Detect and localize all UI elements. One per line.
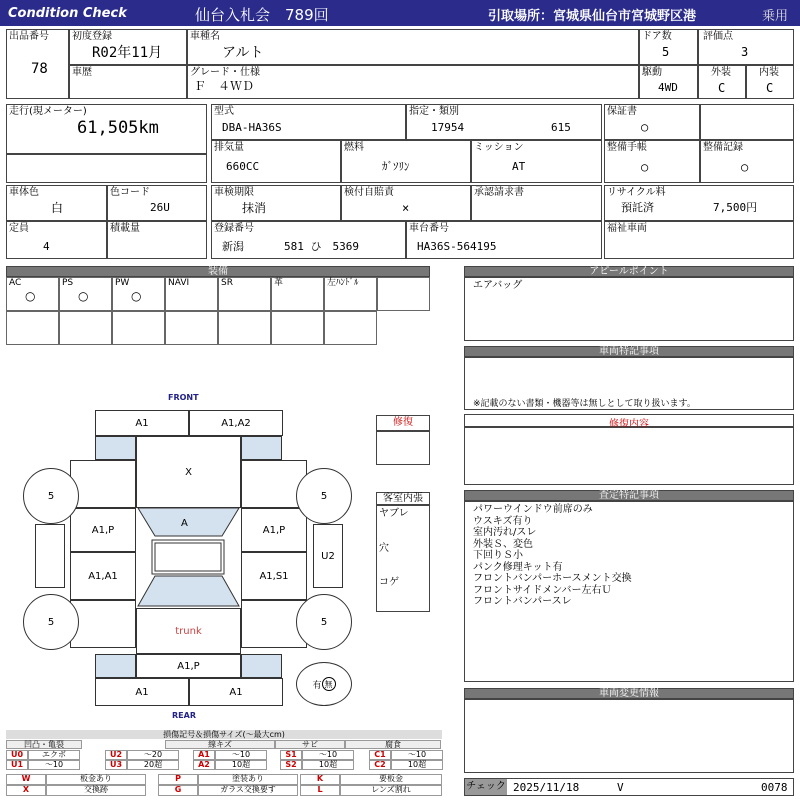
score-cell (698, 29, 794, 65)
legend-code: C1 (369, 750, 391, 760)
notes-text: ※記載のない書類・機器等は無しとして取り扱います。 (473, 399, 696, 409)
warranty-blank (700, 104, 794, 140)
equipment-blank (218, 311, 271, 345)
legend-mark-code: L (300, 785, 340, 796)
load-cell (107, 221, 207, 259)
service-manual-label: 整備手帳 (607, 142, 647, 153)
class-number: 615 (551, 121, 571, 134)
service-manual-cell (604, 140, 700, 183)
legend-mark-text: ガラス交換要す (198, 785, 298, 796)
equipment-mark: ○ (25, 289, 36, 303)
plate-number: 581 ひ 5369 (284, 240, 359, 253)
exterior-cell (698, 65, 746, 99)
inspection-notes-header: 査定特記事項 (464, 490, 794, 501)
inspection-line: 室内汚れ/スレ (473, 527, 537, 538)
legend-mark-text: 交換跡 (46, 785, 146, 796)
equipment-1 (59, 277, 112, 311)
front-label: FRONT (168, 393, 199, 402)
history-cell (69, 65, 187, 99)
legend-size: 〜20 (127, 750, 179, 760)
mileage-value: 61,505km (77, 118, 159, 138)
legend-size: 〜10 (391, 750, 443, 760)
warranty-label: 保証書 (607, 106, 637, 117)
fuel-value: ｶﾞｿﾘﾝ (382, 160, 410, 173)
right-mirror-box: U2 (313, 524, 343, 588)
recycle-cell (604, 185, 794, 221)
grade-label: グレード・仕様 (190, 67, 260, 78)
equipment-blank (112, 311, 165, 345)
left-door: A1,A1 (70, 552, 136, 600)
equipment-3 (165, 277, 218, 311)
mission-cell (471, 140, 602, 183)
venue-title: 仙台入札会 789回 (195, 6, 329, 24)
legend-group: 腐食 (345, 740, 441, 749)
inspection-line: パンク修理キット有 (473, 561, 563, 573)
spare-present: 有 (312, 680, 322, 691)
interior-hole: 穴 (379, 543, 389, 554)
front-left-bumper: A1 (95, 410, 189, 436)
check-date: 2025/11/18 (513, 781, 580, 794)
inspection-notes-box (464, 501, 794, 682)
welfare-cell (604, 221, 794, 259)
legend-code: U3 (105, 760, 127, 770)
mission-value: AT (512, 160, 526, 173)
appeal-header: アピールポイント (464, 266, 794, 277)
lot-label: 出品番号 (9, 31, 49, 42)
mileage-cell (6, 104, 207, 154)
chassis-label: 車台番号 (409, 223, 449, 234)
legend-code: U0 (6, 750, 28, 760)
front-left-cell (70, 460, 136, 508)
appeal-text: エアバッグ (473, 280, 523, 291)
color-code-value: 26U (150, 201, 170, 214)
rear-left-bumper: A1 (95, 678, 189, 706)
doors-label: ドア数 (642, 31, 672, 42)
notes-header: 車両特記事項 (464, 346, 794, 357)
warranty-cell (604, 104, 700, 140)
use-type: 乗用 (762, 9, 789, 24)
tire-front-right: 5 (296, 468, 352, 524)
service-record-label: 整備記録 (703, 142, 743, 153)
first-registration-label: 初度登録 (72, 31, 112, 42)
check-row (464, 778, 794, 796)
legend-size: 〜10 (215, 750, 267, 760)
legend-mark-code: W (6, 774, 46, 785)
plate-area: 新潟 (222, 240, 244, 253)
repair-header: 修復内容 (464, 414, 794, 427)
interior-box (376, 505, 430, 612)
equipment-mark: ○ (78, 289, 89, 303)
service-manual-mark: ○ (641, 160, 649, 174)
notes-box (464, 357, 794, 410)
rear-right-bumper: A1 (189, 678, 283, 706)
right-door: A1,S1 (241, 552, 307, 600)
interior-header: 客室内張 (376, 492, 430, 505)
interior-burn: コゲ (379, 577, 399, 588)
interior-cell (746, 65, 794, 99)
left-taillight (95, 654, 136, 678)
mileage-label: 走行(現メーター) (9, 106, 87, 117)
grade-value: Ｆ ４ＷＤ (194, 79, 255, 93)
equipment-label: AC (9, 278, 22, 288)
approval-label: 承認請求書 (474, 187, 524, 198)
recycle-label: リサイクル料 (607, 187, 666, 198)
equipment-label: 革 (274, 278, 284, 288)
tire-rear-right: 5 (296, 594, 352, 650)
legend-mark-code: P (158, 774, 198, 785)
legend-code: U1 (6, 760, 28, 770)
equipment-5 (271, 277, 324, 311)
equipment-label: 左ﾊﾝﾄﾞﾙ (327, 278, 359, 288)
drive-cell (639, 65, 698, 99)
interior-label: 内装 (759, 67, 779, 78)
inspection-label: 車検期限 (214, 187, 254, 198)
legend-code: S1 (280, 750, 302, 760)
equipment-header: 装備 (6, 266, 430, 277)
equipment-label: PS (62, 278, 74, 288)
lot-cell (6, 29, 69, 99)
inspection-value: 抹消 (242, 201, 267, 215)
rear-left-cell (70, 600, 136, 648)
header-bar (0, 0, 800, 26)
warranty-mark: ○ (641, 120, 649, 134)
load-label: 積載量 (110, 223, 140, 234)
model-cell (211, 104, 406, 140)
inspection-line: フロントバンパースレ (473, 596, 572, 607)
fuel-cell (341, 140, 471, 183)
interior-tear: ヤブレ (379, 508, 409, 519)
seats-cell (6, 221, 107, 259)
legend-size: エクボ (28, 750, 80, 760)
legend-mark-code: X (6, 785, 46, 796)
repair-mark-header: 修復 (376, 415, 430, 431)
insurance-label: 検付自賠責 (344, 187, 394, 198)
legend-group: 線キズ (165, 740, 275, 749)
legend-code: A2 (193, 760, 215, 770)
chassis-cell (406, 221, 602, 259)
model-code: DBA-HA36S (222, 121, 282, 134)
check-mark: V (617, 781, 624, 794)
legend-code: A1 (193, 750, 215, 760)
designation-cell (406, 104, 602, 140)
legend-group: サビ (275, 740, 345, 749)
tire-front-left: 5 (23, 468, 79, 524)
doors-cell (639, 29, 698, 65)
appeal-box (464, 277, 794, 341)
welfare-label: 福祉車両 (607, 223, 647, 234)
rear-panel: A1,P (136, 654, 241, 678)
color-code-cell (107, 185, 207, 221)
color-code-label: 色コード (110, 187, 150, 198)
repair-mark-box (376, 431, 430, 465)
first-registration-value: R02年11月 (92, 45, 163, 61)
right-headlight (241, 436, 282, 460)
legend-size: 10超 (215, 760, 267, 770)
cabin (136, 508, 241, 608)
fuel-label: 燃料 (344, 142, 364, 153)
check-number: 0078 (761, 781, 788, 794)
hood: X (136, 436, 241, 508)
recycle-status: 預託済 (621, 201, 654, 214)
plate-cell (211, 221, 406, 259)
approval-cell (471, 185, 602, 221)
equipment-blank (59, 311, 112, 345)
legend-code: S2 (280, 760, 302, 770)
body-color-cell (6, 185, 107, 221)
legend-mark-text: 板金あり (46, 774, 146, 785)
displacement-cell (211, 140, 341, 183)
legend-size: 〜10 (28, 760, 80, 770)
equipment-extra (377, 277, 430, 311)
legend-title: 損傷記号＆損傷サイズ(〜最大cm) (6, 730, 442, 739)
inspection-cell (211, 185, 341, 221)
equipment-4 (218, 277, 271, 311)
inspection-line: 下回りＳ小 (473, 550, 523, 561)
score-label: 評価点 (703, 31, 733, 42)
displacement-label: 排気量 (214, 142, 244, 153)
grade-cell (187, 65, 639, 99)
legend-code: U2 (105, 750, 127, 760)
changes-header: 車両変更情報 (464, 688, 794, 699)
insurance-value: × (402, 201, 410, 215)
legend-size: 10超 (391, 760, 443, 770)
front-right-bumper: A1,A2 (189, 410, 283, 436)
mileage-blank (6, 154, 207, 183)
windshield-label: A (181, 518, 188, 529)
legend-mark-code: K (300, 774, 340, 785)
right-front-fender: A1,P (241, 508, 307, 552)
doors-value: 5 (662, 45, 670, 59)
designation-number: 17954 (431, 121, 465, 134)
legend-mark-text: 塗装あり (198, 774, 298, 785)
left-front-fender: A1,P (70, 508, 136, 552)
legend-mark-text: レンズ割れ (340, 785, 442, 796)
logo-text: Condition Check (8, 6, 127, 21)
spare-tire (296, 662, 352, 706)
equipment-2 (112, 277, 165, 311)
changes-box (464, 699, 794, 773)
seats-label: 定員 (9, 223, 29, 234)
inspection-line: ウスキズ有り (473, 515, 533, 527)
interior-grade: C (766, 81, 774, 95)
left-headlight (95, 436, 136, 460)
mission-label: ミッション (474, 142, 524, 153)
body-color-value: 白 (51, 201, 64, 215)
repair-box (464, 427, 794, 485)
recycle-fee: 7,500円 (713, 201, 758, 214)
first-registration-cell (69, 29, 187, 65)
lot-number: 78 (31, 61, 48, 77)
equipment-0 (6, 277, 59, 311)
spare-absent-mark: 無 (322, 677, 336, 691)
seats-value: 4 (43, 240, 50, 253)
service-record-mark: ○ (741, 160, 749, 174)
equipment-6 (324, 277, 377, 311)
tire-rear-left: 5 (23, 594, 79, 650)
rear-label: REAR (172, 711, 196, 720)
exterior-label: 外装 (711, 67, 731, 78)
equipment-label: SR (221, 278, 233, 288)
chassis-number: HA36S-564195 (417, 240, 497, 253)
legend-mark-text: 要板金 (340, 774, 442, 785)
score-value: 3 (741, 45, 749, 59)
drive-value: 4WD (658, 81, 678, 94)
plate-label: 登録番号 (214, 223, 254, 234)
car-name: アルト (222, 45, 264, 61)
insurance-cell (341, 185, 471, 221)
equipment-mark: ○ (131, 289, 142, 303)
right-taillight (241, 654, 282, 678)
legend-mark-code: G (158, 785, 198, 796)
equipment-blank (165, 311, 218, 345)
left-mirror-box (35, 524, 65, 588)
equipment-blank (324, 311, 377, 345)
equipment-blank (6, 311, 59, 345)
pickup-location: 引取場所：宮城県仙台市宮城野区港 (488, 9, 697, 24)
car-name-cell (187, 29, 639, 65)
inspection-line: 外装Ｓ、変色 (473, 538, 533, 550)
exterior-grade: C (718, 81, 726, 95)
service-record-cell (700, 140, 794, 183)
legend-size: 10超 (302, 760, 354, 770)
trunk: trunk (136, 608, 241, 654)
history-label: 車歴 (72, 67, 92, 78)
displacement-value: 660CC (226, 160, 260, 173)
equipment-label: PW (115, 278, 130, 288)
check-label: チェック (465, 779, 507, 795)
equipment-blank (271, 311, 324, 345)
legend-group: 凹凸・亀裂 (6, 740, 82, 749)
legend-code: C2 (369, 760, 391, 770)
designation-label: 指定・類別 (409, 106, 459, 117)
inspection-line: パワーウインドウ前席のみ (473, 504, 593, 515)
model-label: 型式 (214, 106, 234, 117)
body-color-label: 車体色 (9, 187, 39, 198)
cabin-glass (136, 508, 241, 608)
legend-size: 20超 (127, 760, 179, 770)
inspection-line: フロントサイドメンバー左右Ｕ (473, 584, 612, 596)
legend-size: 〜10 (302, 750, 354, 760)
car-name-label: 車種名 (190, 31, 220, 42)
equipment-label: NAVI (168, 278, 190, 288)
inspection-line: フロントバンパーホースメント交換 (473, 573, 632, 584)
drive-label: 駆動 (642, 67, 662, 78)
